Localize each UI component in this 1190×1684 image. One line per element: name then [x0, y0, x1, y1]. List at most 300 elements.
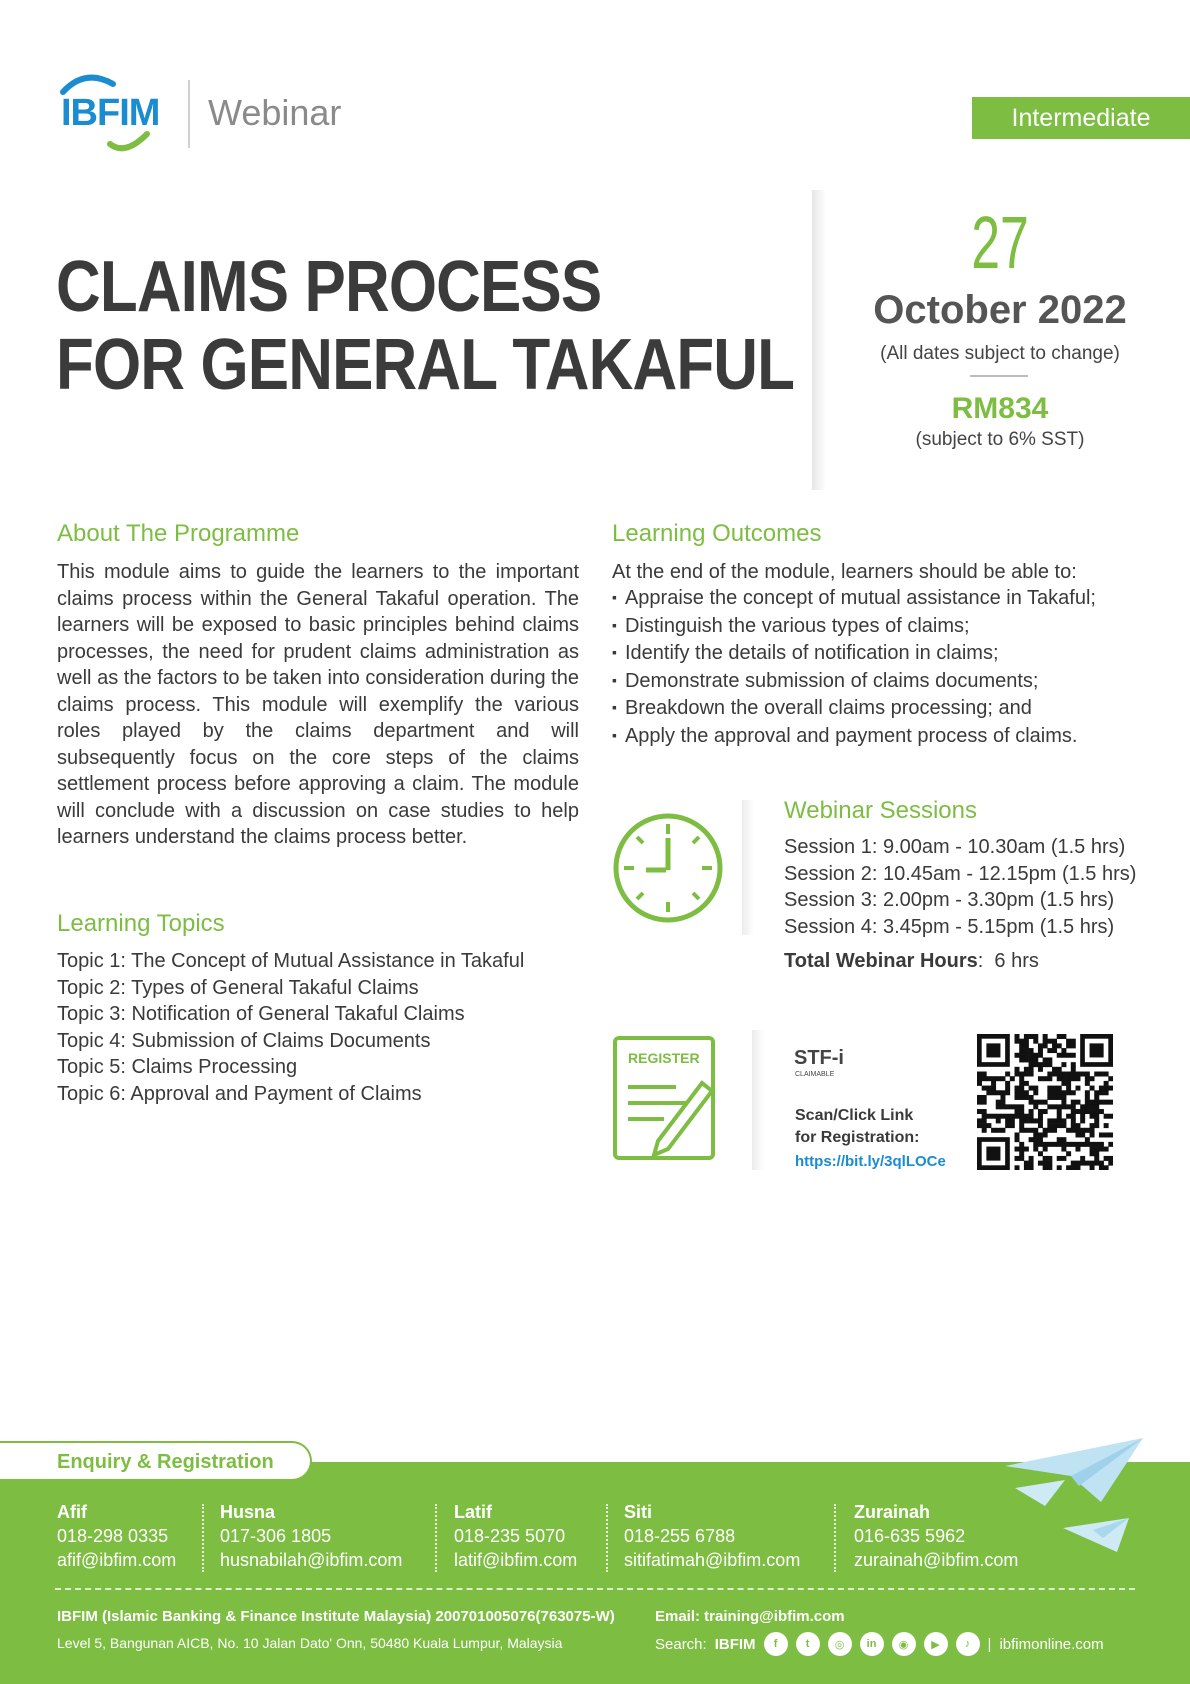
- contact-husna: [220, 1500, 402, 1572]
- qr-module: [1019, 1090, 1024, 1095]
- qr-module: [996, 1104, 1001, 1109]
- qr-module: [1019, 1147, 1024, 1152]
- qr-module: [1066, 1039, 1071, 1044]
- qr-module: [1090, 1104, 1095, 1109]
- qr-module: [1071, 1114, 1076, 1119]
- title-line-1: CLAIMS PROCESS: [56, 247, 602, 327]
- qr-module: [982, 1109, 987, 1114]
- training-email[interactable]: Email: training@ibfim.com: [655, 1608, 845, 1625]
- qr-module: [1047, 1156, 1052, 1161]
- qr-module: [1043, 1100, 1048, 1105]
- qr-module: [1029, 1072, 1034, 1077]
- qr-module: [1057, 1114, 1062, 1119]
- qr-module: [1099, 1086, 1104, 1091]
- qr-module: [1043, 1039, 1048, 1044]
- qr-module: [1099, 1132, 1104, 1137]
- qr-module: [1094, 1161, 1099, 1166]
- qr-module: [1052, 1067, 1057, 1072]
- institute-address: Level 5, Bangunan AICB, No. 10 Jalan Dato' Onn, 50480 Kuala Lumpur, Malaysia: [57, 1635, 563, 1651]
- qr-module: [1057, 1142, 1062, 1147]
- qr-module: [1108, 1114, 1113, 1119]
- header-divider: [188, 80, 190, 148]
- qr-module: [1019, 1076, 1024, 1081]
- qr-module: [1015, 1132, 1020, 1137]
- qr-module: [1104, 1114, 1109, 1119]
- qr-module: [1010, 1123, 1015, 1128]
- qr-module: [1104, 1081, 1109, 1086]
- qr-module: [1033, 1118, 1038, 1123]
- qr-module: [1000, 1090, 1005, 1095]
- qr-module: [1029, 1034, 1034, 1039]
- session-item: Session 1: 9.00am - 10.30am (1.5 hrs): [784, 836, 1126, 858]
- qr-module: [1019, 1095, 1024, 1100]
- qr-module: [1038, 1137, 1043, 1142]
- qr-module: [1085, 1128, 1090, 1133]
- qr-module: [1071, 1104, 1076, 1109]
- qr-module: [1066, 1090, 1071, 1095]
- qr-module: [1094, 1095, 1099, 1100]
- qr-module: [1033, 1053, 1038, 1058]
- contact-email[interactable]: sitifatimah@ibfim.com: [624, 1550, 801, 1570]
- stf-i-claimable-icon: [794, 1044, 874, 1080]
- qr-module: [1085, 1137, 1090, 1142]
- topic-item: Topic 2: Types of General Takaful Claims: [57, 976, 419, 999]
- qr-module: [1015, 1095, 1020, 1100]
- qr-module: [1005, 1118, 1010, 1123]
- qr-module: [991, 1076, 996, 1081]
- qr-module: [1057, 1076, 1062, 1081]
- qr-module: [1024, 1053, 1029, 1058]
- qr-module: [1071, 1128, 1076, 1133]
- scan-line-1: Scan/Click Link: [795, 1107, 914, 1124]
- price-note: (subject to 6% SST): [915, 429, 1085, 450]
- qr-module: [1094, 1147, 1099, 1152]
- qr-module: [1075, 1147, 1080, 1152]
- qr-module: [1094, 1123, 1099, 1128]
- qr-module: [1019, 1156, 1024, 1161]
- qr-module: [1104, 1123, 1109, 1128]
- qr-module: [1010, 1118, 1015, 1123]
- qr-module: [996, 1090, 1001, 1095]
- qr-module: [1047, 1090, 1052, 1095]
- qr-module: [1052, 1104, 1057, 1109]
- qr-module: [1052, 1123, 1057, 1128]
- qr-module: [1000, 1076, 1005, 1081]
- qr-module: [1057, 1156, 1062, 1161]
- qr-module: [1010, 1104, 1015, 1109]
- qr-module: [1038, 1067, 1043, 1072]
- qr-module: [1015, 1137, 1020, 1142]
- date-divider-shadow: [812, 190, 826, 490]
- qr-module: [1090, 1123, 1095, 1128]
- contact-separator: [435, 1504, 437, 1572]
- outcome-item: ▪ Appraise the concept of mutual assistance in Takaful;: [612, 585, 1096, 613]
- qr-module: [1071, 1076, 1076, 1081]
- qr-module: [1057, 1109, 1062, 1114]
- qr-module: [1047, 1104, 1052, 1109]
- qr-module: [1038, 1062, 1043, 1067]
- contact-separator: [834, 1504, 836, 1572]
- qr-module: [1038, 1161, 1043, 1166]
- qr-module: [1094, 1156, 1099, 1161]
- qr-module: [1038, 1043, 1043, 1048]
- qr-module: [1085, 1081, 1090, 1086]
- qr-module: [1043, 1057, 1048, 1062]
- qr-module: [1015, 1039, 1020, 1044]
- contact-name: Latif: [454, 1502, 492, 1522]
- contact-email[interactable]: latif@ibfim.com: [454, 1550, 578, 1570]
- qr-module: [1015, 1104, 1020, 1109]
- qr-module: [1075, 1165, 1080, 1170]
- qr-module: [1057, 1095, 1062, 1100]
- qr-module: [1029, 1109, 1034, 1114]
- qr-module: [1099, 1165, 1104, 1170]
- qr-module: [1066, 1076, 1071, 1081]
- qr-module: [1024, 1161, 1029, 1166]
- registration-link[interactable]: https://bit.ly/3qlLOCe: [795, 1153, 946, 1170]
- qr-module: [1047, 1039, 1052, 1044]
- search-label: Search:: [655, 1635, 707, 1653]
- qr-module: [1094, 1072, 1099, 1077]
- qr-module: [982, 1095, 987, 1100]
- qr-module: [1038, 1123, 1043, 1128]
- qr-module: [1047, 1165, 1052, 1170]
- qr-module: [1085, 1109, 1090, 1114]
- qr-module: [1057, 1067, 1062, 1072]
- qr-module: [1005, 1072, 1010, 1077]
- qr-module: [1090, 1109, 1095, 1114]
- qr-module: [1047, 1086, 1052, 1091]
- qr-module: [977, 1076, 982, 1081]
- contact-email[interactable]: zurainah@ibfim.com: [854, 1550, 1019, 1570]
- qr-module: [1029, 1057, 1034, 1062]
- qr-module: [982, 1086, 987, 1091]
- qr-module: [1043, 1128, 1048, 1133]
- qr-module: [1019, 1043, 1024, 1048]
- qr-module: [1000, 1095, 1005, 1100]
- qr-module: [1061, 1100, 1066, 1105]
- qr-code-icon[interactable]: [977, 1034, 1113, 1170]
- qr-module: [1029, 1086, 1034, 1091]
- qr-module: [1015, 1114, 1020, 1119]
- qr-module: [1052, 1118, 1057, 1123]
- twitter-icon[interactable]: t: [796, 1632, 820, 1656]
- qr-module: [1085, 1076, 1090, 1081]
- qr-module: [1024, 1057, 1029, 1062]
- qr-module: [1057, 1137, 1062, 1142]
- qr-module: [1090, 1100, 1095, 1105]
- qr-module: [996, 1118, 1001, 1123]
- qr-module: [1090, 1142, 1095, 1147]
- qr-module: [1038, 1076, 1043, 1081]
- stf-label: STF-i: [794, 1047, 844, 1069]
- qr-module: [1104, 1086, 1109, 1091]
- qr-module: [1071, 1039, 1076, 1044]
- qr-module: [1033, 1062, 1038, 1067]
- qr-module: [1057, 1086, 1062, 1091]
- qr-module: [1043, 1161, 1048, 1166]
- qr-module: [1038, 1142, 1043, 1147]
- qr-module: [991, 1128, 996, 1133]
- qr-module: [1066, 1142, 1071, 1147]
- qr-module: [1057, 1165, 1062, 1170]
- qr-module: [1061, 1142, 1066, 1147]
- qr-module: [1090, 1165, 1095, 1170]
- qr-module: [1090, 1086, 1095, 1091]
- qr-module: [1090, 1147, 1095, 1152]
- qr-module: [991, 1114, 996, 1119]
- website-link[interactable]: ibfimonline.com: [999, 1635, 1104, 1653]
- youtube-icon[interactable]: ▶: [924, 1632, 948, 1656]
- qr-module: [1066, 1081, 1071, 1086]
- qr-module: [1019, 1128, 1024, 1133]
- qr-module: [1080, 1142, 1085, 1147]
- outcome-item: ▪ Breakdown the overall claims processing; and: [612, 695, 1096, 723]
- contact-zurainah: [854, 1500, 1018, 1572]
- qr-module: [1033, 1100, 1038, 1105]
- instagram-icon[interactable]: ◉: [892, 1632, 916, 1656]
- qr-module: [1033, 1137, 1038, 1142]
- qr-module: [1029, 1053, 1034, 1058]
- register-icon: [612, 1035, 716, 1161]
- qr-module: [1061, 1104, 1066, 1109]
- qr-module: [1052, 1095, 1057, 1100]
- qr-module: [1005, 1086, 1010, 1091]
- programme-title: [56, 248, 794, 404]
- qr-module: [1061, 1053, 1066, 1058]
- qr-module: [1099, 1142, 1104, 1147]
- qr-module: [1085, 1095, 1090, 1100]
- qr-module: [1075, 1161, 1080, 1166]
- qr-module: [1029, 1161, 1034, 1166]
- qr-module: [1104, 1165, 1109, 1170]
- qr-module: [1033, 1142, 1038, 1147]
- about-text: This module aims to guide the learners to the important claims process within the General Takaful operation. The learners will be exposed to basic principles behind claims processes, the need for prudent claims administration as well as the factors to be taken into consideration during the claims process. This module will exemplify the various roles played by the claims department and will subsequently focus on the core steps of the claims settlement process before approving a claim. The module will conclude with a discussion on case studies to help learners understand the claims process better.: [57, 561, 579, 848]
- qr-module: [1047, 1118, 1052, 1123]
- qr-module: [1071, 1062, 1076, 1067]
- level-badge: Intermediate: [972, 97, 1190, 139]
- qr-module: [1057, 1118, 1062, 1123]
- qr-module: [1080, 1156, 1085, 1161]
- qr-module: [1043, 1043, 1048, 1048]
- qr-module: [1047, 1062, 1052, 1067]
- qr-module: [1094, 1118, 1099, 1123]
- qr-module: [1000, 1100, 1005, 1105]
- qr-module: [1052, 1090, 1057, 1095]
- qr-module: [1071, 1142, 1076, 1147]
- qr-module: [1057, 1072, 1062, 1077]
- qr-module: [1015, 1053, 1020, 1058]
- qr-module: [1104, 1100, 1109, 1105]
- qr-module: [1080, 1114, 1085, 1119]
- qr-module: [1015, 1109, 1020, 1114]
- qr-module: [1104, 1132, 1109, 1137]
- qr-module: [1047, 1072, 1052, 1077]
- qr-module: [1094, 1104, 1099, 1109]
- contact-phone[interactable]: 018-298 0335: [57, 1526, 169, 1546]
- qr-module: [1010, 1076, 1015, 1081]
- qr-module: [1071, 1165, 1076, 1170]
- qr-module: [996, 1076, 1001, 1081]
- qr-module: [1061, 1147, 1066, 1152]
- social-search-row: [655, 1632, 1104, 1656]
- search-brand: IBFIM: [714, 1635, 756, 1653]
- outcome-item: ▪ Distinguish the various types of claims;: [612, 613, 1096, 641]
- qr-module: [1071, 1067, 1076, 1072]
- qr-module: [991, 1081, 996, 1086]
- qr-module: [1038, 1048, 1043, 1053]
- contact-email[interactable]: afif@ibfim.com: [57, 1550, 177, 1570]
- qr-module: [1043, 1109, 1048, 1114]
- dribbble-icon[interactable]: ◎: [828, 1632, 852, 1656]
- qr-module: [986, 1114, 991, 1119]
- contact-phone[interactable]: 016-635 5962: [854, 1526, 966, 1546]
- qr-module: [1066, 1151, 1071, 1156]
- scan-line-2: for Registration:: [795, 1129, 920, 1146]
- contact-separator: [606, 1504, 608, 1572]
- qr-module: [1104, 1090, 1109, 1095]
- qr-module: [1094, 1109, 1099, 1114]
- qr-module: [977, 1072, 982, 1077]
- contact-phone[interactable]: 017-306 1805: [220, 1526, 332, 1546]
- qr-module: [1075, 1132, 1080, 1137]
- qr-module: [1071, 1109, 1076, 1114]
- qr-module: [1047, 1161, 1052, 1166]
- registration-divider-shadow: [752, 1030, 764, 1170]
- contact-phone[interactable]: 018-235 5070: [454, 1526, 566, 1546]
- date-note: (All dates subject to change): [880, 343, 1120, 364]
- price: RM834: [951, 392, 1049, 425]
- qr-module: [1066, 1053, 1071, 1058]
- qr-module: [1090, 1132, 1095, 1137]
- date-rule: [970, 375, 1028, 377]
- qr-module: [1033, 1147, 1038, 1152]
- qr-module: [982, 1128, 987, 1133]
- qr-module: [1000, 1104, 1005, 1109]
- session-item: Session 3: 2.00pm - 3.30pm (1.5 hrs): [784, 889, 1115, 911]
- facebook-icon[interactable]: f: [764, 1632, 788, 1656]
- qr-module: [1047, 1128, 1052, 1133]
- qr-module: [977, 1118, 982, 1123]
- qr-module: [1090, 1161, 1095, 1166]
- outcomes-list: [612, 585, 1096, 750]
- qr-module: [1099, 1109, 1104, 1114]
- qr-finder: [986, 1147, 1000, 1161]
- outcome-item: ▪ Identify the details of notification in claims;: [612, 640, 1096, 668]
- qr-module: [1015, 1165, 1020, 1170]
- qr-module: [1057, 1053, 1062, 1058]
- linkedin-icon[interactable]: in: [860, 1632, 884, 1656]
- qr-module: [1024, 1114, 1029, 1119]
- qr-module: [1029, 1114, 1034, 1119]
- qr-module: [1075, 1123, 1080, 1128]
- qr-module: [982, 1072, 987, 1077]
- qr-module: [1080, 1161, 1085, 1166]
- qr-module: [1019, 1118, 1024, 1123]
- qr-module: [977, 1100, 982, 1105]
- qr-module: [1075, 1086, 1080, 1091]
- tiktok-icon[interactable]: ♪: [956, 1632, 980, 1656]
- contact-latif: [454, 1500, 577, 1572]
- qr-module: [1075, 1142, 1080, 1147]
- sessions-divider-shadow: [742, 800, 754, 935]
- scan-instructions: [795, 1105, 919, 1149]
- qr-module: [1085, 1072, 1090, 1077]
- qr-module: [991, 1090, 996, 1095]
- about-heading: About The Programme: [57, 520, 300, 547]
- qr-module: [1043, 1062, 1048, 1067]
- register-card-label: REGISTER: [628, 1050, 700, 1066]
- contact-email[interactable]: husnabilah@ibfim.com: [220, 1550, 403, 1570]
- qr-module: [1038, 1109, 1043, 1114]
- qr-module: [1080, 1128, 1085, 1133]
- qr-module: [1090, 1114, 1095, 1119]
- contact-name: Afif: [57, 1502, 87, 1522]
- qr-module: [1024, 1165, 1029, 1170]
- qr-module: [1038, 1132, 1043, 1137]
- qr-module: [1019, 1109, 1024, 1114]
- total-hours-label: Total Webinar Hours: [784, 950, 978, 972]
- qr-module: [1094, 1142, 1099, 1147]
- qr-module: [1024, 1128, 1029, 1133]
- qr-module: [1047, 1095, 1052, 1100]
- qr-module: [996, 1100, 1001, 1105]
- qr-module: [1024, 1043, 1029, 1048]
- qr-module: [1052, 1072, 1057, 1077]
- qr-module: [1075, 1109, 1080, 1114]
- session-item: Session 4: 3.45pm - 5.15pm (1.5 hrs): [784, 915, 1115, 938]
- qr-module: [996, 1128, 1001, 1133]
- qr-module: [1029, 1100, 1034, 1105]
- sessions-list: [784, 834, 1136, 940]
- qr-finder: [986, 1043, 1000, 1057]
- qr-module: [1057, 1104, 1062, 1109]
- qr-module: [1099, 1100, 1104, 1105]
- qr-module: [1033, 1034, 1038, 1039]
- qr-module: [1061, 1137, 1066, 1142]
- qr-module: [1019, 1114, 1024, 1119]
- qr-module: [1104, 1156, 1109, 1161]
- qr-module: [982, 1123, 987, 1128]
- qr-module: [1108, 1156, 1113, 1161]
- qr-module: [1071, 1090, 1076, 1095]
- qr-module: [1029, 1048, 1034, 1053]
- qr-module: [1057, 1034, 1062, 1039]
- qr-module: [1108, 1142, 1113, 1147]
- qr-module: [1061, 1156, 1066, 1161]
- topic-item: Topic 5: Claims Processing: [57, 1056, 298, 1078]
- qr-module: [1029, 1118, 1034, 1123]
- qr-module: [1052, 1086, 1057, 1091]
- qr-module: [1029, 1067, 1034, 1072]
- qr-module: [1015, 1156, 1020, 1161]
- qr-module: [1066, 1165, 1071, 1170]
- qr-module: [1080, 1104, 1085, 1109]
- qr-module: [1005, 1081, 1010, 1086]
- topic-item: Topic 1: The Concept of Mutual Assistance in Takaful: [57, 950, 525, 972]
- qr-module: [1019, 1039, 1024, 1044]
- qr-module: [1010, 1114, 1015, 1119]
- qr-module: [1075, 1072, 1080, 1077]
- qr-module: [1094, 1100, 1099, 1105]
- contact-phone[interactable]: 018-255 6788: [624, 1526, 736, 1546]
- qr-module: [1015, 1090, 1020, 1095]
- enquiry-label: Enquiry & Registration: [57, 1451, 274, 1473]
- qr-module: [1043, 1034, 1048, 1039]
- outcomes-intro: At the end of the module, learners should be able to:: [612, 561, 1077, 583]
- qr-module: [1024, 1090, 1029, 1095]
- qr-module: [1038, 1151, 1043, 1156]
